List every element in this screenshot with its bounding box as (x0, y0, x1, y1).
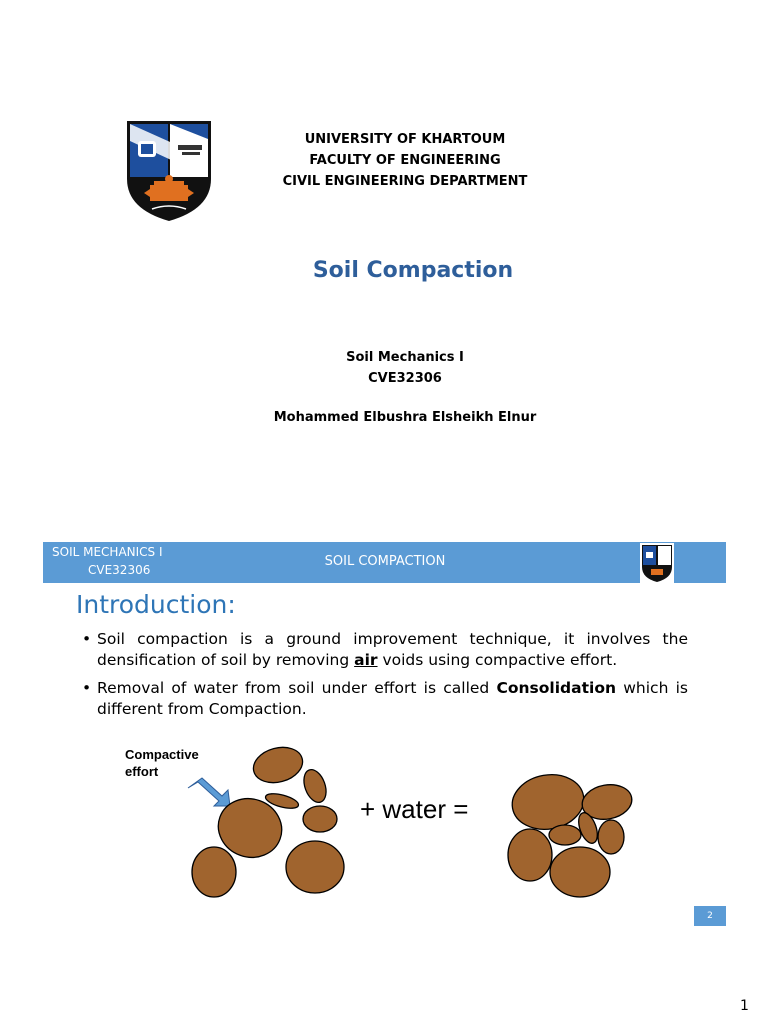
university-name: UNIVERSITY OF KHARTOUM (304, 132, 506, 147)
department-name: CIVIL ENGINEERING DEPARTMENT (282, 174, 528, 189)
soil-particle (192, 847, 236, 897)
author-name: Mohammed Elbushra Elsheikh Elnur (273, 410, 537, 425)
course-code: CVE32306 (368, 371, 442, 386)
header-topic: SOIL COMPACTION (324, 554, 446, 569)
effort-arrow (188, 778, 230, 806)
consolidation-emphasis: Consolidation (496, 679, 617, 697)
soil-particle (549, 825, 581, 845)
compactive-effort-label: Compactive effort (125, 747, 199, 779)
soil-particle (300, 767, 330, 806)
university-header (250, 129, 560, 192)
bullet-item: • Soil compaction is a ground improvement technique, it involves the densification of soil by removing air voids using compactive effort. (82, 630, 688, 669)
course-name: Soil Mechanics I (346, 350, 464, 365)
slide-heading: Introduction: (76, 590, 236, 619)
bullet-list (82, 629, 688, 727)
soil-particle (508, 769, 588, 835)
soil-particle (550, 847, 610, 897)
soil-particle (303, 806, 337, 832)
bullet-dot: • (82, 630, 92, 648)
soil-particle (508, 829, 552, 881)
university-crest-logo (124, 119, 214, 223)
header-course-code: CVE32306 (88, 563, 151, 577)
soil-particle (249, 742, 306, 788)
soil-particle (598, 820, 624, 854)
faculty-name: FACULTY OF ENGINEERING (309, 153, 501, 168)
header-course-label (52, 543, 212, 579)
plus-water-equation: + water = (360, 794, 469, 824)
page-number: 1 (740, 998, 749, 1014)
header-crest-logo (640, 543, 674, 583)
air-emphasis: air (354, 651, 378, 669)
header-course-name: SOIL MECHANICS I (52, 545, 163, 559)
presentation-title: Soil Compaction (312, 258, 514, 283)
bullet-dot: • (82, 679, 92, 697)
slide-number-badge: 2 (694, 906, 726, 926)
compaction-diagram (180, 740, 660, 910)
course-info (250, 347, 560, 389)
soil-particle (286, 841, 344, 893)
bullet-item: • Removal of water from soil under effort is called Consolidation which is different from Compaction. (82, 679, 689, 718)
